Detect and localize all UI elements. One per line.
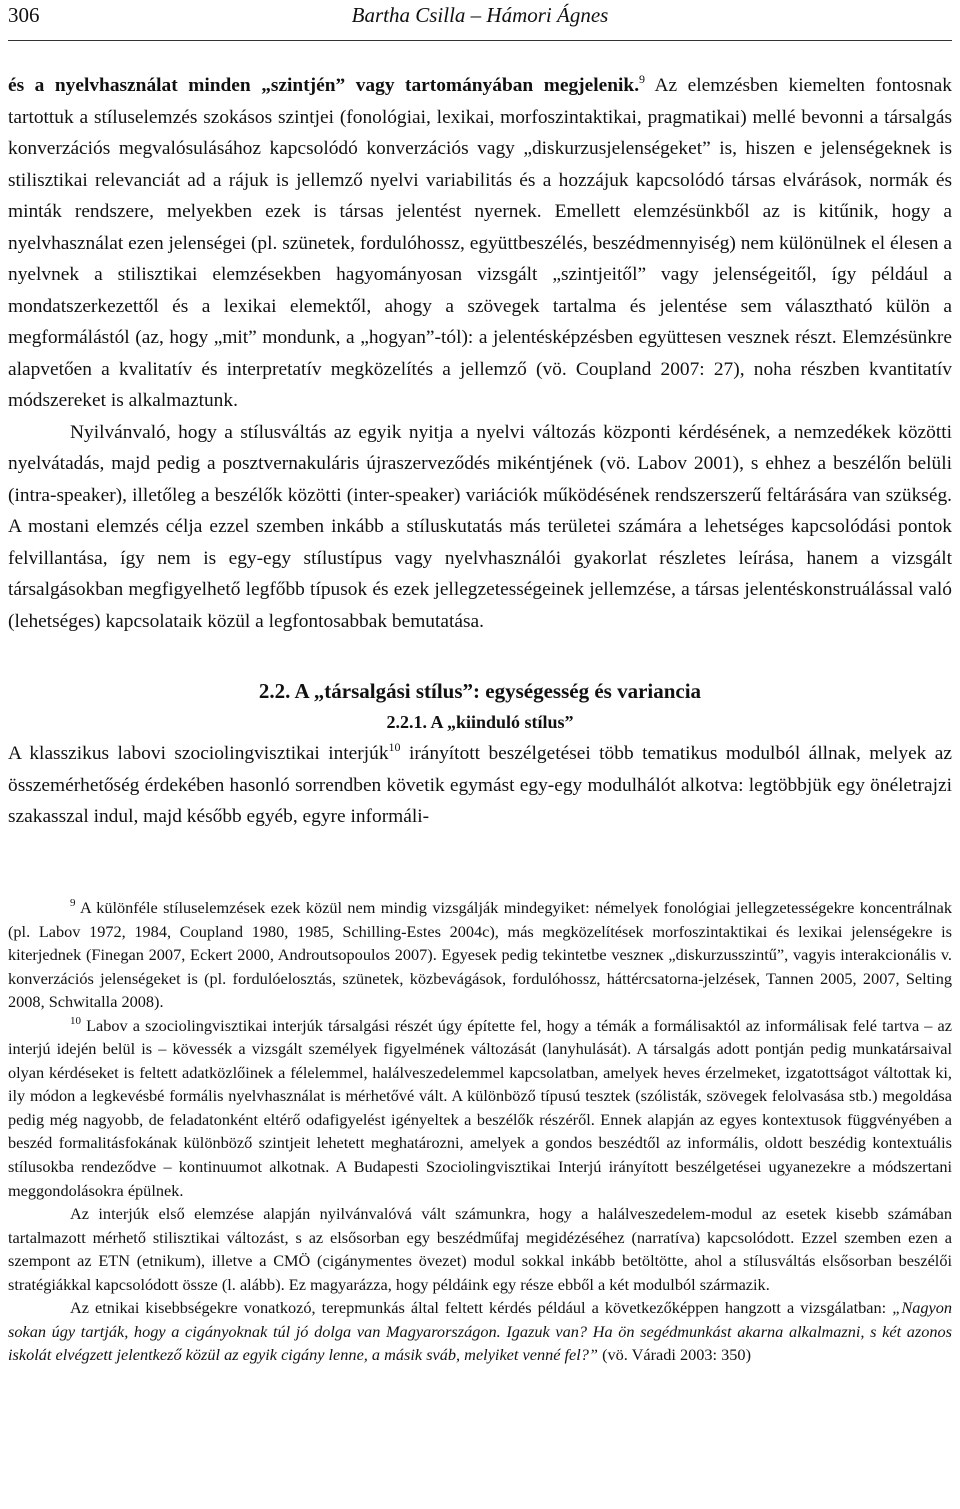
footnote-text: Labov a szociolingvisztikai interjúk társalgási részét úgy építette fel, hogy a témák a formálisaktól az informálisak felé tartva – az interjú idején belül is – kövessék a vizsgált személyek figyelmének változását (lanyhulását). A társalgás adott pontján pedig munkatársaival olyan kérdéseket is feltett adatközlőinek a félelemmel, halálveszedelemmel kapcsolatban, amelyek heves érzelmeket, izgatottságot váltottak ki, ily módon a legkevésbé formális nyelvhasználat is mérhetővé vált. A különböző típusú tesztek (szólisták, szövegek felolvasása stb.) megoldása pedig még nagyobb, de feladatonként eltérő odafigyelést igényeltek a beszélők részéről. Ennek alapján az egyes kontextusok függvényében a beszéd formalitásfokának különböző szintjeit lehetett meghatározni, amelyek a gondos beszédtől az informális, oldott beszédig kontextuális stílusokba rendeződve – kontinuumot alkotnak. A Budapesti Szociolingvisztikai Interjú irányított beszélgetései ugyanezekre a módszertani meggondolásokra épülnek. [8,1015,952,1200]
footnotes [8,896,952,1367]
footnote-text: A különféle stíluselemzések ezek közül nem mindig vizsgálják mindegyiket: némelyek fonológiai jellegzetességekre koncentrálnak (pl. Labov 1972, 1984, Coupland 1980, 1985, Schilling-Estes 2004c), más megközelítések morfoszintaktikai és lexikai jelenségekre is kiterjednek (Finegan 2007, Eckert 2000, Androutsopoulos 2007). Egyesek pedig tekintetbe veszneк „diskurzusszintű”, vagyis interakcionális v. konverzációs jelenségeket is (pl. fordulóelosztás, szünetek, közbevágások, fordulóhossz, háttércsatorna-jelzések, Tannen 2005, 2007, Selting 2008, Schwitalla 2008). [8,898,952,1012]
paragraph: Nyilvánvaló, hogy a stílusváltás az egyik nyitja a nyelvi változás központi kérdésének, a nemzedékek közötti nyelvátadás, majd pedig a posztvernakuláris újraszerveződés mikéntjének (vö. Labov 2001), s ehhez a beszélőn belüli (intra-speaker), illetőleg a beszélők közötti (inter-speaker) variációk működésének rendszerszerű feltárására van szükség. A mostani elemzés célja ezzel szemben inkább a stíluskutatás más területei számára a lehetséges kapcsolódási pontok felvillantása, így nem is egy-egy stílustípus vagy nyelvhasználói gyakorlat részletes leírása, hanem a vizsgált társalgásokban megfigyelhető legfőbb típusok és ezek jellegzetességeinek jellemzése, a társas jelentéskonstruálással való (lehetséges) kapcsolataik közül a legfontosabbak bemutatása. [8,421,952,632]
paragraph-text: A klasszikus labovi szociolingvisztikai interjúk [8,743,389,764]
paragraph-text: Az elemzésben kiemelten fontosnak tartottuk a stíluselemzés szokásos szintjei (fonológiai, lexikai, morfoszintaktikai, pragmatikai) mellé bevonni a társalgás konverzációs megvalósulásához kapcsolódó konverzációs vagy „diskurzusjelenségeket” is, hiszen e jelenségeknek is stilisztikai relevanciát ad a rájuk is jellemző nyelvi variabilitás és a hozzájuk kapcsolódó társas elvárások, normák és minták rendszere, melyekben ezek is társas jelentést nyernek. Emellett elemzésünkből az is kitűnik, hogy a nyelvhasználat ezen jelenségei (pl. szünetek, fordulóhossz, együttbeszélés, beszédmennyiség) nem különülnek el élesen a nyelvnek a stilisztikai elemzésekben hagyományosan vizsgált „szintjeitől” vagy jelenségeitől, így például a mondatszerkezettől és a lexikai elemektől, ahogy a szövegek tartalma és jelentése sem választható külön a megformálástól (az, hogy „mit” mondunk, a „hogyan”-tól): a jelentésképzésben együttesen vesznek részt. Elemzésünkre alapvetően a kvalitatív és interpretatív megközelítés a jellemző (vö. Coupland 2007: 27), noha részben kvantitatív módszereket is alkalmaztunk. [8,75,952,411]
footnote-text: (vö. Váradi 2003: 350) [598,1345,751,1365]
paragraph [8,738,952,833]
footnote-number: 9 [70,897,76,909]
page-header [8,0,952,41]
main-text [8,70,952,833]
footnote-9 [8,896,952,1014]
footnote-ref-10[interactable]: 10 [388,740,401,754]
paragraph [8,70,952,417]
bold-sentence: és a nyelvhasználat minden „szintjén” vagy tartományában megjelenik. [8,75,640,96]
footnote-number: 10 [70,1014,81,1027]
page-number: 306 [8,3,40,27]
running-title: Bartha Csilla – Hámori Ágnes [351,3,609,27]
footnote-ref-9[interactable]: 9 [639,72,646,86]
footnote-text: Az etnikai kisebbségekre vonatkozó, terepmunkás által feltett kérdés például a következőképpen hangzott a vizsgálatban: [70,1298,893,1318]
subsection-heading: 2.2.1. A „kiinduló stílus” [386,712,574,732]
footnote-paragraph [8,1296,952,1367]
section-heading: 2.2. A „társalgási stílus”: egységesség és variancia [258,679,702,703]
footnote-10 [8,1014,952,1202]
footnote-paragraph: Az interjúk első elemzése alapján nyilvánvalóvá vált számunkra, hogy a halálveszedelem-modul az esetek kisebb számában tartalmazott mérhető stilisztikai változást, s az elsősorban egy beszédműfaj megidézéséhez (narratíva) kapcsolódott. Ezzel szemben ezen a szempont az ETN (etnikum), illetve a CMÖ (cigánymentes övezet) modul sokkal inkább betöltötte, ahol a stílusváltás elsősorban beszélői stratégiákkal kapcsolódott össze (l. alább). Ez magyarázza, hogy példáink egy része ebből a két modulból származik. [8,1204,952,1294]
paragraph-text: irányított beszélgetései több tematikus modulból állnak, melyek az összemérhetőség érdekében hasonló sorrendben követik egymást egy-egy modulhálót alkotva: legtöbbjük egy önéletrajzi szakasszal indul, majd később egyéb, egyre informáli- [8,743,953,827]
quoted-question: „Nagyon sokan úgy tartják, hogy a cigányoknak túl jó dolga van Magyarországon. Igazuk van? Ha ön segédmunkást akarna alkalmazni, s két azonos iskolát elvégzett jelentkező közül az egyik cigány lenne, a másik sváb, melyiket venné fel?” [8,1298,952,1365]
